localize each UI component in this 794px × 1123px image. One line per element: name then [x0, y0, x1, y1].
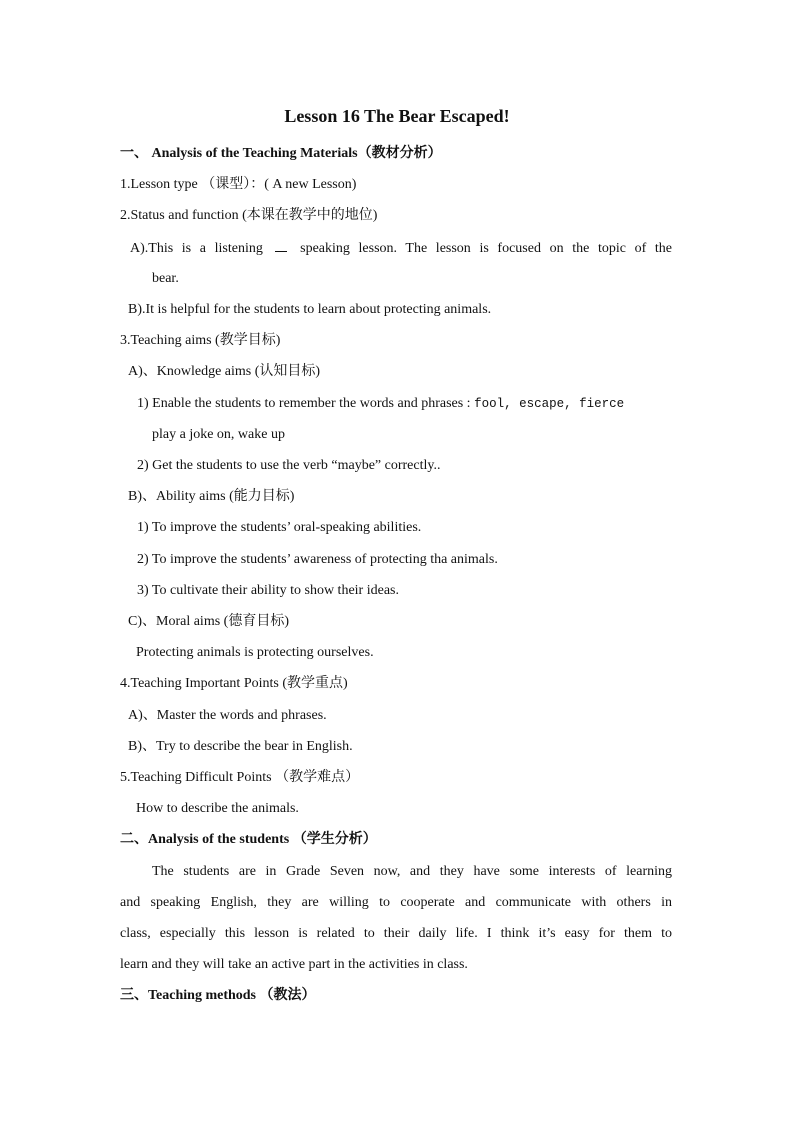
- section-3-heading: 三、Teaching methods （教法）: [120, 988, 316, 1003]
- ability-item-1: 1) To improve the students’ oral-speaking abilities.: [137, 520, 422, 535]
- moral-text: Protecting animals is protecting ourselves.: [136, 645, 374, 660]
- difficult-text: How to describe the animals.: [136, 801, 299, 816]
- difficult-points: 5.Teaching Difficult Points （教学难点）: [120, 770, 360, 785]
- status-function: 2.Status and function (本课在教学中的地位): [120, 208, 378, 223]
- knowledge-item-2: 2) Get the students to use the verb “maybe” correctly..: [137, 458, 441, 473]
- status-item-a-cont: bear.: [152, 271, 179, 286]
- ability-item-2: 2) To improve the students’ awareness of protecting tha animals.: [137, 552, 498, 567]
- lesson-type: 1.Lesson type （课型）：( A new Lesson): [120, 177, 357, 192]
- ability-item-3: 3) To cultivate their ability to show their ideas.: [137, 583, 399, 598]
- teaching-aims: 3.Teaching aims (教学目标): [120, 333, 281, 348]
- students-paragraph-line-1: The students are in Grade Seven now, and they have some interests of learning: [152, 864, 672, 879]
- section-1-heading: 一、 Analysis of the Teaching Materials（教材分析）: [120, 146, 442, 161]
- status-item-b: B).It is helpful for the students to learn about protecting animals.: [128, 302, 492, 317]
- important-item-a: A)、Master the words and phrases.: [128, 708, 327, 723]
- important-item-b: B)、Try to describe the bear in English.: [128, 739, 353, 754]
- blank-underline: [275, 239, 287, 252]
- knowledge-item-1-cont: play a joke on, wake up: [152, 427, 285, 442]
- knowledge-aims: A)、Knowledge aims (认知目标): [128, 364, 321, 379]
- ability-aims: B)、Ability aims (能力目标): [128, 489, 295, 504]
- page-title: Lesson 16 The Bear Escaped!: [284, 106, 510, 126]
- students-paragraph-line-3: class, especially this lesson is related to their daily life. I think it’s easy for them to: [120, 926, 672, 941]
- status-item-a: A).This is a listening speaking lesson. The lesson is focused on the topic of the: [130, 241, 672, 256]
- knowledge-item-1: 1) Enable the students to remember the words and phrases : fool, escape, fierce: [137, 396, 625, 411]
- section-2-heading: 二、Analysis of the students （学生分析）: [120, 832, 377, 847]
- moral-aims: C)、Moral aims (德育目标): [128, 614, 289, 629]
- important-points: 4.Teaching Important Points (教学重点): [120, 676, 348, 691]
- students-paragraph-line-2: and speaking English, they are willing to cooperate and communicate with others in: [120, 895, 672, 910]
- vocabulary-words: fool, escape, fierce: [474, 397, 625, 411]
- students-paragraph-line-4: learn and they will take an active part in the activities in class.: [120, 957, 468, 972]
